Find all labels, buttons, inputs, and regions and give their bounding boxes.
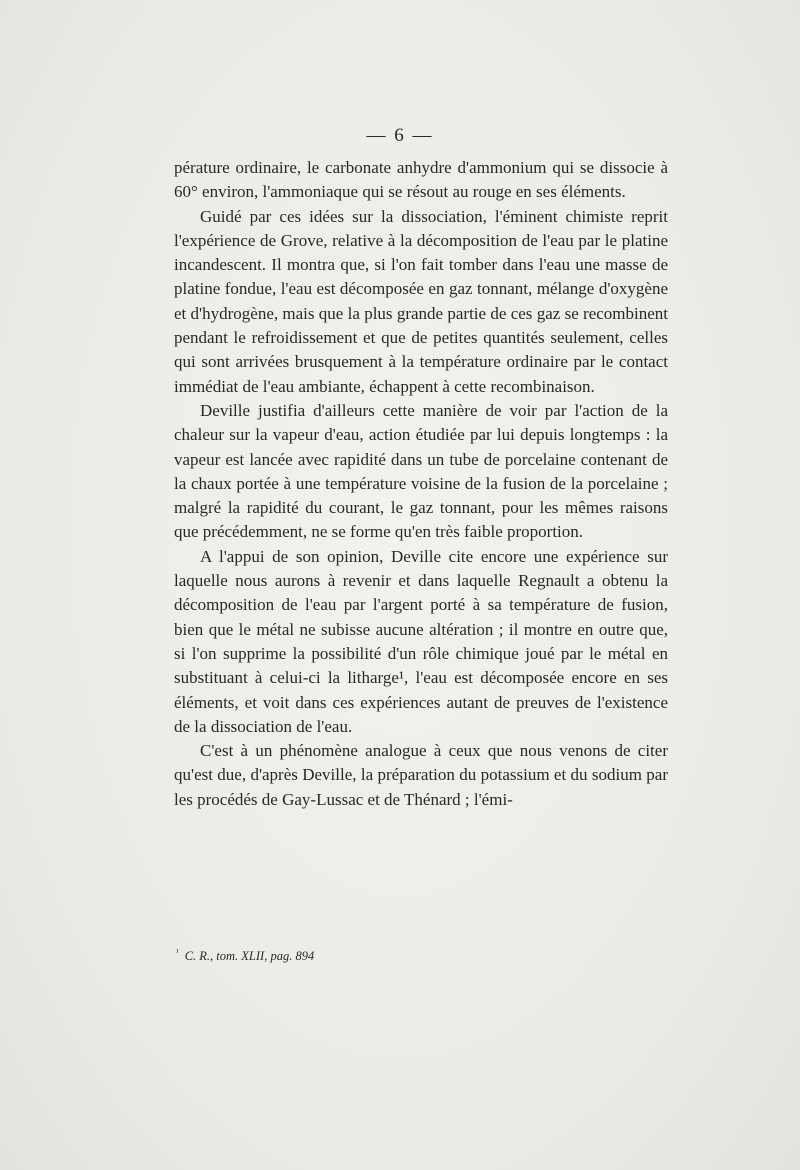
footnote — [176, 944, 656, 964]
paragraph-1: pérature ordinaire, le carbonate anhydre d'ammonium qui se dissocie à 60° environ, l'ammoniaque qui se résout au rouge en ses éléments. — [174, 158, 668, 202]
paragraph-3: Deville justifia d'ailleurs cette manière de voir par l'action de la chaleur sur la vapeur d'eau, action étudiée par lui depuis longtemps : la vapeur est lancée avec rapidité dans un tube de porcelaine contenant de la chaux portée à une température voisine de la fusion de la porcelaine ; malgré la rapidité du courant, le gaz tonnant, pour les mêmes raisons que précédemment, ne se forme qu'en très faible proportion. — [174, 400, 668, 542]
paragraph-2: Guidé par ces idées sur la dissociation, l'éminent chimiste reprit l'expérience de Grove, relative à la décomposition de l'eau par le platine incandescent. Il montra que, si l'on fait tomber dans l'eau une masse de platine fondue, l'eau est décomposée en gaz tonnant, mélange d'oxygène et d'hydrogène, mais que la plus grande partie de ces gaz se recombinent pendant le refroidissement et que de petites quantités seulement, celles qui sont arrivées brusquement à la température ordinaire par le contact immédiat de l'eau ambiante, échappent à cette recombinaison. — [174, 206, 668, 396]
paragraph-4: A l'appui de son opinion, Deville cite encore une expérience sur laquelle nous aurons à revenir et dans laquelle Regnault a obtenu la décomposition de l'eau par l'argent porté à sa température de fusion, bien que le métal ne subisse aucune altération ; il montre en outre que, si l'on supprime la possibilité d'un rôle chimique joué par le métal en substituant à celui-ci la litharge¹, l'eau est décomposée encore en ses éléments, et voit dans ces expériences autant de preuves de l'existence de la dissociation de l'eau. — [174, 546, 668, 736]
footnote-mark: ¹ — [176, 947, 179, 957]
body-text — [174, 156, 668, 812]
paragraph-5: C'est à un phénomène analogue à ceux que nous venons de citer qu'est due, d'après Deville, la préparation du potassium et du sodium par les procédés de Gay-Lussac et de Thénard ; l'émi- — [174, 741, 668, 809]
footnote-text: C. R., tom. XLII, pag. 894 — [184, 949, 315, 964]
page-number: — 6 — — [366, 125, 434, 146]
